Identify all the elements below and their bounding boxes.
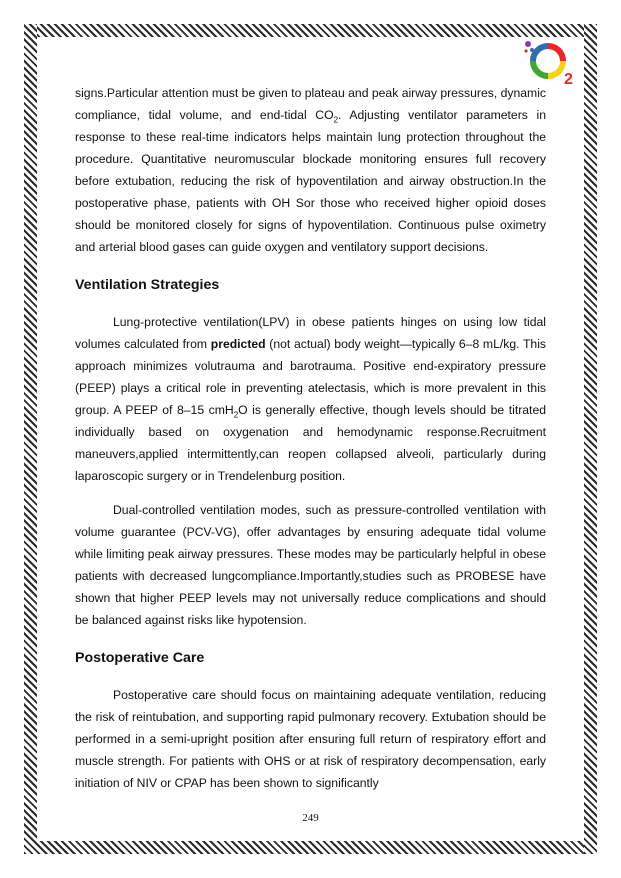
subscript: 2 [333,115,339,125]
page-content [75,82,546,794]
text-run: (not actual) body weight—typically 6–8 mL/kg. This approach minimizes volutrauma and barotrauma. Positive end-expiratory pressure (PEEP) plays a critical role in preventing atelectasis, which is more prevalent in this group. A PEEP of 8–15 cmH [75,337,546,417]
subscript: 2 [233,410,239,420]
page-number: 249 [302,812,319,824]
page-border-top [24,24,597,37]
page-border-bottom [24,841,597,854]
postoperative-paragraph-1: Postoperative care should focus on maintaining adequate ventilation, reducing the risk of reintubation, and supporting rapid pulmonary recovery. Extubation should be performed in a semi-upright position after ensuring full return of respiratory effort and muscle strength. For patients with OHS or at risk of respiratory decompensation, early initiation of NIV or CPAP has been shown to significantly [75,688,546,790]
section-heading-ventilation: Ventilation Strategies [75,277,220,293]
o2-logo-icon [522,38,578,88]
page-border-right [584,24,597,854]
ventilation-paragraph-1 [75,311,546,487]
continued-paragraph [75,82,546,258]
section-heading-postoperative: Postoperative Care [75,650,205,666]
text-run: O is generally effective, though levels should be titrated individually based on oxygenation and hemodynamic response.Recruitment maneuvers,applied intermittently,can reopen collapsed alveoli, particularly during laparoscopic surgery or in Trendelenburg position. [75,403,547,483]
page-border-left [24,24,37,854]
bold-term: predicted [210,337,266,351]
text-run: signs.Particular attention must be given to plateau and peak airway pressures, dynamic compliance, tidal volume, and end-tidal CO [75,86,546,122]
svg-text:2: 2 [564,71,573,88]
text-run: . Adjusting ventilator parameters in response to these real-time indicators helps maintain lung protection throughout the procedure. Quantitative neuromuscular blockade monitoring ensures full recovery before extubation, reducing the risk of hypoventilation and airway obstruction.In the postoperative phase, patients with OH Sor those who received higher opioid doses should be monitored closely for signs of hypoventilation. Continuous pulse oximetry and arterial blood gases can guide oxygen and ventilatory support decisions. [75,108,546,254]
text-run: Lung-protective ventilation(LPV) in obese patients hinges on using low tidal volumes calculated from [75,315,546,351]
ventilation-paragraph-2: Dual-controlled ventilation modes, such as pressure-controlled ventilation with volume guarantee (PCV-VG), offer advantages by ensuring adequate tidal volume while limiting peak airway pressures. These modes may be particularly helpful in obese patients with decreased lungcompliance.Importantly,studies such as PROBESE have shown that higher PEEP levels may not universally reduce complications and should be balanced against risks like hypotension. [75,503,546,627]
